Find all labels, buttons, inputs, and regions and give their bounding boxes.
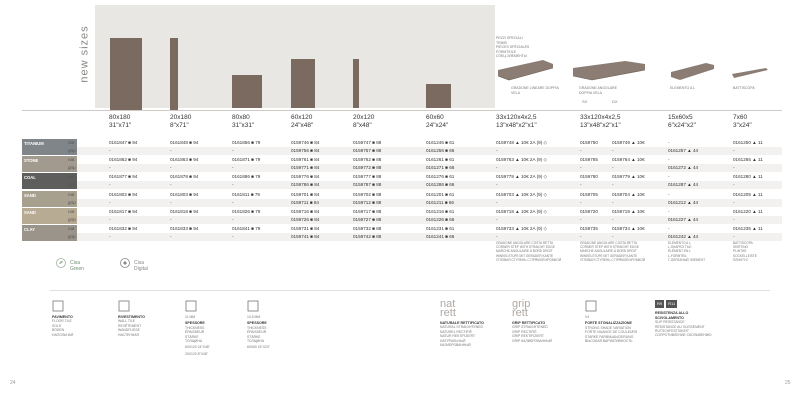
table-row	[68, 147, 782, 155]
table-cell: 0159742 ■ 88	[353, 234, 382, 239]
table-cell: -	[612, 216, 614, 222]
size-label: 15x60x5 6"x24"x2"	[668, 114, 696, 129]
table-cell: -	[668, 208, 670, 214]
table-cell: -	[733, 165, 735, 171]
tile-60x60	[426, 84, 451, 108]
finish-label: nat	[68, 226, 75, 231]
legend-item: nat rett NATURALE RETTIFICATO NATURAL STRAIGHTENED NATUREL RECTIFIÉ NATUR REKTIFIZIERT НАТУРАЛЬНЫЙ КАЛИБРОВАННЫЙ	[440, 298, 484, 348]
size-label: 20x180 8"x71"	[170, 114, 192, 129]
finish-label: nat	[68, 191, 75, 197]
table-cell: 0161841 ■ 79	[232, 226, 261, 231]
table-cell: 0161862 ■ 94	[109, 157, 138, 163]
color-swatch: TITANIUM	[22, 139, 77, 155]
table-cell: 0161256 ■ 66	[426, 148, 455, 153]
table-cell: 0161276 ■ 61	[426, 174, 455, 180]
table-cell: -	[733, 216, 735, 222]
table-cell: -	[580, 199, 582, 205]
page-number-right: 25	[785, 380, 791, 386]
table-cell: 0161226 ■ 66	[426, 216, 455, 222]
size-label: 60x60 24"x24"	[426, 114, 449, 129]
table-cell: 0161811 ■ 79	[232, 191, 260, 197]
page-number-left: 24	[10, 380, 16, 386]
finish-label: grip	[68, 182, 76, 188]
size-label: 20x120 8"x48"	[353, 114, 375, 129]
trim-note: GRADONE ANGOLARE COSTA RETTA CORNER STEP WITH STRAIGHT EDGE MARCHE ANGULAIRE À BORD DROIT WINKELSTUFE MIT GERADER KANTE УГЛОВАЯ СТУПЕНЬ С ПРЯМОЙ КРОМКОЙ	[580, 241, 646, 262]
legend-icon	[247, 300, 259, 312]
table-cell: 0159757 ■ 88	[353, 148, 382, 153]
table-cell: -	[109, 148, 111, 153]
table-cell: -	[109, 165, 111, 171]
finish-label: grip	[68, 165, 76, 171]
table-row	[68, 139, 782, 147]
table-cell: 0161817 ■ 94	[109, 208, 138, 214]
table-cell: 0159765	[580, 157, 598, 163]
finish-label: nat	[68, 174, 75, 180]
table-cell: -	[580, 148, 582, 153]
size-label: 80x80 31"x31"	[232, 114, 255, 129]
table-cell: -	[496, 148, 498, 153]
table-row	[68, 233, 782, 241]
legend-item: 11 MM SPESSORE THICKNESS ÉPAISSEUR STÄRKE ТОЛЩИНА 60X120 24"X48" 20X120 8"X48"	[185, 300, 245, 356]
slip-badge: R11	[666, 300, 677, 308]
table-cell: 0161878 ■ 94	[170, 174, 199, 180]
trim-label-linear: GRADONE LINEARE DOPPIA VELA	[511, 86, 559, 95]
trim-step-linear-icon	[495, 58, 555, 88]
trim-side-sx: SX	[582, 99, 588, 104]
table-cell: 0161847 ■ 94	[109, 140, 138, 145]
legend-item: V4 FORTE STONALIZZAZIONE STRONG SHADE VARIATION FORTE NUANCE DE COULEURS STARKE FARBNUANCIERUNG ВЫСОКАЯ ВАРИАТИВНОСТЬ	[585, 300, 645, 343]
table-cell: -	[232, 199, 234, 205]
table-cell: 0161216 ■ 61	[426, 208, 455, 214]
table-cell: 0159726 ■ 84	[291, 216, 320, 222]
table-cell: -	[668, 174, 670, 180]
size-label: 33x120x4x2,5 13"x48"x2"x1"	[580, 114, 621, 129]
finish-label: grip	[68, 234, 76, 239]
table-row	[68, 173, 782, 181]
size-label: 7x60 3"x24"	[733, 114, 752, 129]
table-cell: 0159731 ■ 84	[291, 226, 320, 231]
finish-label: grip	[68, 148, 76, 153]
table-cell: 0161856 ■ 79	[232, 140, 261, 145]
table-row	[68, 164, 782, 172]
table-cell: 0159771 ■ 84	[291, 165, 320, 171]
table-row	[68, 191, 782, 199]
finish-label: grip	[68, 216, 76, 222]
table-cell: 0161235 ▲ 11	[733, 226, 763, 231]
table-cell: -	[232, 165, 234, 171]
legend-item: R9 R11 RESISTENZA ALLO SCIVOLAMENTO SLIP RESISTANCE RÉSISTANCE AU GLISSEMENT RUTSCHFESTIGKEIT СОПРОТИВЛЕНИЕ СКОЛЬЖЕНИЮ	[655, 301, 712, 338]
legend-item: grip rett GRIP RETTIFICATO GRIP STRAIGHTENED GRIP RECTIFIÉ GRIP REKTIFIZIERT GRIP КАЛИБРОВАННЫЙ	[512, 298, 552, 343]
finish-label: nat	[68, 208, 75, 214]
table-cell: 0159756 ■ 84	[291, 148, 320, 153]
table-cell: -	[496, 165, 498, 171]
table-cell: 0161802 ■ 94	[109, 191, 138, 197]
table-cell: 0159777 ■ 88	[353, 174, 382, 180]
trim-l-element-icon	[668, 60, 718, 88]
table-cell: 0161205 ▲ 11	[733, 191, 763, 197]
bottom-divider	[50, 290, 770, 291]
trim-note: GRADONE ANGOLARE COSTA RETTA CORNER STEP WITH STRAIGHT EDGE MARCHE ANGULAIRE À BORD DROIT WINKELSTUFE MIT GERADER KANTE УГЛОВАЯ СТУПЕНЬ С ПРЯМОЙ КРОМКОЙ	[496, 241, 562, 262]
color-swatch: STONE	[22, 156, 77, 172]
table-cell: 0159746 ■ 84	[291, 140, 320, 145]
table-cell: -	[580, 165, 582, 171]
table-cell: -	[580, 216, 582, 222]
table-cell: -	[496, 199, 498, 205]
table-cell: 0161803 ■ 94	[170, 191, 199, 197]
legend-item: 10,5 MM SPESSORE THICKNESS ÉPAISSEUR STÄRKE ТОЛЩИНА 60X60 24"X24"	[247, 300, 307, 350]
legend-icon	[52, 300, 64, 312]
size-label: 33x120x4x2,5 13"x48"x2"x1"	[496, 114, 537, 129]
trim-label-corner: GRADONE ANGOLARE DOPPIA VELA	[579, 86, 617, 95]
table-cell: 0159718 ▲ 10€ 2A (9) ◇	[496, 208, 547, 214]
table-cell: 0161280 ▲ 11	[733, 174, 763, 180]
table-cell: -	[170, 165, 172, 171]
table-cell: 0159778 ▲ 10€ 2A (9) ◇	[496, 174, 547, 180]
leaf-icon	[56, 258, 66, 268]
table-cell: 0161212 ▲ 44	[668, 199, 699, 205]
table-cell: 0161863 ■ 94	[170, 157, 199, 163]
legend-icon	[585, 300, 597, 312]
table-cell: 0161261 ■ 61	[426, 157, 455, 163]
table-cell: -	[733, 182, 735, 188]
table-row	[68, 208, 782, 216]
table-cell: -	[232, 216, 234, 222]
table-cell: -	[612, 199, 614, 205]
trim-label-l: ELEMENTO A L	[670, 86, 696, 90]
table-cell: 0159748 ▲ 10€ 2A (9) ◇	[496, 140, 547, 145]
table-cell: 0159741 ■ 84	[291, 234, 320, 239]
table-cell: 0159763 ▲ 10€ 2A (9) ◇	[496, 157, 547, 163]
table-cell: 0159776 ■ 84	[291, 174, 320, 180]
legend-icon	[185, 300, 197, 312]
table-cell: 0161265 ▲ 11	[733, 157, 763, 163]
table-cell: 0161286 ■ 66	[426, 182, 455, 188]
table-cell: -	[580, 182, 582, 188]
table-cell: 0159786 ■ 84	[291, 182, 320, 188]
table-cell: -	[733, 234, 735, 239]
table-cell: 0161886 ■ 79	[232, 174, 261, 180]
legend-item: PAVIMENTO FLOOR TILE SOLS BÖDEN НАПОЛЬНАЯ	[52, 300, 112, 337]
table-cell: 0161257 ▲ 44	[668, 148, 699, 153]
table-cell: -	[232, 234, 234, 239]
table-cell: -	[109, 234, 111, 239]
slip-badge: R9	[655, 300, 664, 308]
table-cell: -	[170, 182, 172, 188]
color-swatch: COAL	[22, 173, 77, 189]
finish-label: nat	[68, 157, 75, 163]
table-cell: -	[612, 234, 614, 239]
vertical-title: new sizes	[78, 25, 91, 83]
size-divider	[22, 110, 782, 111]
table-cell: 0159734 ▲ 10€	[612, 226, 645, 231]
table-cell: 0159779 ▲ 10€	[612, 174, 645, 180]
table-cell: 0161242 ▲ 44	[668, 234, 699, 239]
table-row	[68, 216, 782, 224]
table-cell: -	[733, 199, 735, 205]
size-label: 60x120 24"x48"	[291, 114, 314, 129]
table-row	[68, 225, 782, 233]
table-cell: 0159702 ■ 88	[353, 191, 382, 197]
table-cell: 0159719 ▲ 10€	[612, 208, 645, 214]
trim-side-dx: DX	[612, 99, 618, 104]
table-cell: 0161201 ■ 61	[426, 191, 455, 197]
table-cell: 0159735	[580, 226, 598, 231]
table-cell: -	[232, 182, 234, 188]
table-cell: 0159772 ■ 88	[353, 165, 382, 171]
table-cell: 0161231 ■ 61	[426, 226, 455, 231]
table-cell: 0159705	[580, 191, 598, 197]
digital-icon	[120, 258, 130, 268]
table-cell: 0161272 ▲ 44	[668, 165, 699, 171]
table-cell: -	[612, 165, 614, 171]
trim-label-skirting: BATTISCOPA	[733, 86, 755, 90]
table-cell: -	[232, 148, 234, 153]
table-cell: 0159764 ▲ 10€	[612, 157, 645, 163]
table-cell: 0159703 ▲ 10€ 2A (9) ◇	[496, 191, 547, 197]
table-cell: -	[496, 182, 498, 188]
table-cell: 0159733 ▲ 10€ 2A (9) ◇	[496, 226, 547, 231]
table-cell: 0159750	[580, 140, 598, 145]
trim-step-corner-icon	[570, 58, 650, 88]
table-cell: -	[170, 148, 172, 153]
table-cell: -	[733, 148, 735, 153]
table-cell: 0159787 ■ 88	[353, 182, 382, 188]
table-cell: 0159717 ■ 88	[353, 208, 382, 214]
table-cell: 0161287 ▲ 44	[668, 182, 699, 188]
table-cell: 0161826 ■ 79	[232, 208, 261, 214]
table-row	[68, 156, 782, 164]
table-cell: -	[612, 182, 614, 188]
color-swatch: SAND	[22, 191, 77, 207]
table-cell: 0161877 ■ 94	[109, 174, 138, 180]
table-cell: 0161848 ■ 94	[170, 140, 199, 145]
table-cell: 0159762 ■ 88	[353, 157, 382, 163]
table-cell: 0161818 ■ 94	[170, 208, 199, 214]
table-cell: 0161871 ■ 79	[232, 157, 261, 163]
table-cell: 0161220 ▲ 11	[733, 208, 763, 214]
size-label: 80x180 31"x71"	[109, 114, 132, 129]
table-cell: 0159727 ■ 88	[353, 216, 382, 222]
table-cell: 0159704 ▲ 10€	[612, 191, 645, 197]
special-pieces-label: PEZZI SPECIALI TRIMS PIÈCES SPÉCIALES FORMTEILE СПЕЦ.ЭЛЕМЕНТЫ	[496, 36, 530, 58]
tile-20x180	[170, 38, 178, 110]
table-cell: 0161211 ■ 66	[426, 199, 454, 205]
trim-note: ELEMENTO A L L-SHAPED TILE ÉLÉMENT EN L L-FORMTEIL Г-ОБРАЗНЫЙ ЭЛЕМЕНТ	[668, 241, 706, 262]
tile-80x180	[110, 38, 142, 110]
color-swatch: SAND	[22, 208, 77, 224]
table-row	[68, 199, 782, 207]
table-cell: 0161832 ■ 94	[109, 226, 138, 231]
trim-note: BATTISCOPA SKIRTING PLINTHE SOCKELLEISTE ПЛИНТУС	[733, 241, 757, 262]
table-cell: 0159761 ■ 84	[291, 157, 320, 163]
tile-60x120	[291, 59, 315, 108]
table-row	[68, 181, 782, 189]
table-cell: 0161227 ▲ 44	[668, 216, 699, 222]
table-cell: 0159732 ■ 88	[353, 226, 382, 231]
table-cell: -	[170, 199, 172, 205]
table-cell: -	[612, 148, 614, 153]
table-cell: 0159716 ■ 84	[291, 208, 320, 214]
finish-label: grip	[68, 199, 76, 205]
table-cell: 0159749 ▲ 10€	[612, 140, 645, 145]
table-cell: -	[109, 182, 111, 188]
table-cell: -	[496, 216, 498, 222]
table-cell: -	[668, 226, 670, 231]
tile-20x120	[353, 59, 359, 108]
table-cell: 0159747 ■ 88	[353, 140, 382, 145]
table-cell: 0159780	[580, 174, 598, 180]
table-cell: -	[170, 216, 172, 222]
finish-label: nat	[68, 140, 75, 145]
table-cell: -	[496, 234, 498, 239]
trim-skirting-icon	[730, 66, 770, 82]
table-cell: 0161833 ■ 94	[170, 226, 199, 231]
table-cell: 0159711 ■ 84	[291, 199, 319, 205]
table-cell: 0161241 ■ 66	[426, 234, 455, 239]
table-cell: -	[668, 191, 670, 197]
table-cell: 0159712 ■ 88	[353, 199, 382, 205]
tile-80x80	[232, 75, 262, 108]
legend-icon	[118, 300, 130, 312]
table-cell: 0161246 ■ 61	[426, 140, 455, 145]
table-cell: -	[109, 199, 111, 205]
table-cell: -	[668, 140, 670, 145]
table-cell: -	[580, 234, 582, 239]
table-cell: 0161250 ▲ 11	[733, 140, 763, 145]
table-cell: 0159720	[580, 208, 598, 214]
table-cell: -	[668, 157, 670, 163]
table-cell: -	[170, 234, 172, 239]
table-cell: -	[109, 216, 111, 222]
table-cell: 0159701 ■ 84	[291, 191, 320, 197]
table-cell: 0161271 ■ 66	[426, 165, 455, 171]
color-swatch: CLAY	[22, 225, 77, 241]
legend-item: RIVESTIMENTO WALL TILE REVÊTEMENT WANDFLIESE НАСТЕННАЯ	[118, 300, 178, 337]
